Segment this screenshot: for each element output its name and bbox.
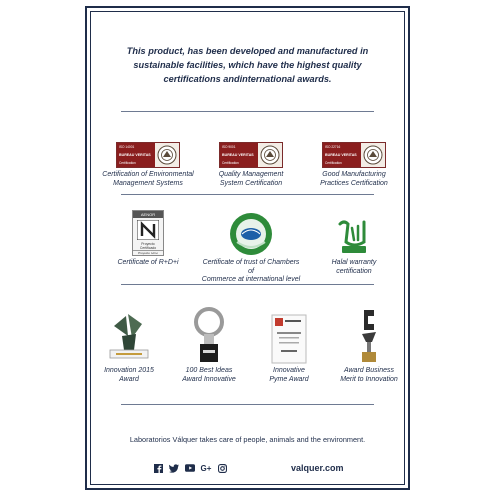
caption-line-1: Good Manufacturing (322, 171, 386, 178)
caption-line-1: Award Business (343, 367, 395, 374)
page-frame-inner (90, 11, 405, 485)
aenor-logo (96, 208, 200, 256)
cert-gmp (302, 128, 406, 188)
caption-line-2: Merit to Innovation (340, 375, 398, 383)
sculpture-award-icon (319, 302, 419, 364)
caption-line-1: Certificate of R+D+i (117, 259, 179, 266)
cert-environmental (96, 128, 200, 188)
bureau-veritas-logo (302, 128, 406, 168)
caption-line-1: Innovation 2015 (104, 367, 154, 374)
aenor-title: AENOR (133, 211, 163, 218)
cert-rdi (96, 208, 200, 268)
halal-calligraphy-icon (334, 216, 374, 256)
caption-line-1: Quality Management (218, 171, 284, 178)
caption-line-1: 100 Best Ideas (185, 367, 233, 374)
separator-3 (121, 284, 374, 285)
badge-brand: BUREAU VERITAS (222, 153, 254, 157)
caption-line-1: Innovative (273, 367, 305, 374)
caption-line-1: Certification of Environmental (102, 171, 194, 178)
caption-line-2: Pyme Award (269, 375, 309, 383)
award-business-merit (319, 302, 419, 384)
separator-4 (121, 404, 374, 405)
youtube-icon[interactable] (185, 463, 195, 473)
cert-chambers (199, 208, 303, 285)
bureau-veritas-seal-icon (155, 143, 179, 167)
aenor-footer: Proyecto I+D+i (133, 250, 163, 255)
separator-2 (121, 194, 374, 195)
cert-halal (302, 208, 406, 276)
page-frame (85, 6, 410, 490)
website-link[interactable]: valquer.com (291, 463, 344, 473)
instagram-icon[interactable] (217, 463, 227, 473)
headline (105, 44, 390, 86)
bureau-veritas-logo (199, 128, 303, 168)
footer-statement: Laboratorios Válquer takes care of people, animals and the environment. (129, 435, 366, 444)
caption-line-1: Certificate of trust of Chambers of (202, 259, 300, 275)
headline-line-3: certifications andinternational awards. (163, 74, 332, 84)
caption-line-2: System Certification (219, 179, 283, 187)
twitter-icon[interactable] (169, 463, 179, 473)
caption-line-2: certification (336, 267, 372, 275)
caption-line-2: Management Systems (113, 179, 183, 187)
badge-code: ISO 9001 (222, 145, 236, 149)
caption-line-2: Award Innovative (182, 375, 236, 383)
bureau-veritas-logo (96, 128, 200, 168)
headline-line-1: This product, has been developed and manufactured in (126, 46, 369, 56)
badge-sub: Certification (325, 161, 342, 165)
badge-code: ISO 14001 (119, 145, 135, 149)
headline-line-2: sustainable facilities, which have the highest quality (133, 60, 362, 70)
facebook-icon[interactable] (153, 463, 163, 473)
caption-line-2: Award (119, 375, 139, 383)
badge-sub: Certification (222, 161, 239, 165)
cert-quality (199, 128, 303, 188)
separator-1 (121, 111, 374, 112)
badge-brand: BUREAU VERITAS (119, 153, 151, 157)
badge-brand: BUREAU VERITAS (325, 153, 357, 157)
social-links (153, 463, 227, 473)
google-plus-icon[interactable]: G+ (200, 463, 212, 473)
badge-code: ISO 22716 (325, 145, 341, 149)
caption-line-1: Halal warranty (331, 259, 377, 266)
bureau-veritas-seal-icon (258, 143, 282, 167)
caption-line-2: Commerce at international level (201, 276, 301, 284)
caption-line-2: Practices Certification (320, 179, 388, 187)
halal-logo (302, 208, 406, 256)
aenor-subtitle: Proyecto Certificado (139, 242, 157, 250)
bureau-veritas-seal-icon (361, 143, 385, 167)
aenor-n-icon (137, 220, 159, 240)
chambers-seal-icon (229, 212, 273, 256)
badge-sub: Certification (119, 161, 136, 165)
chambers-of-commerce-logo (199, 208, 303, 256)
